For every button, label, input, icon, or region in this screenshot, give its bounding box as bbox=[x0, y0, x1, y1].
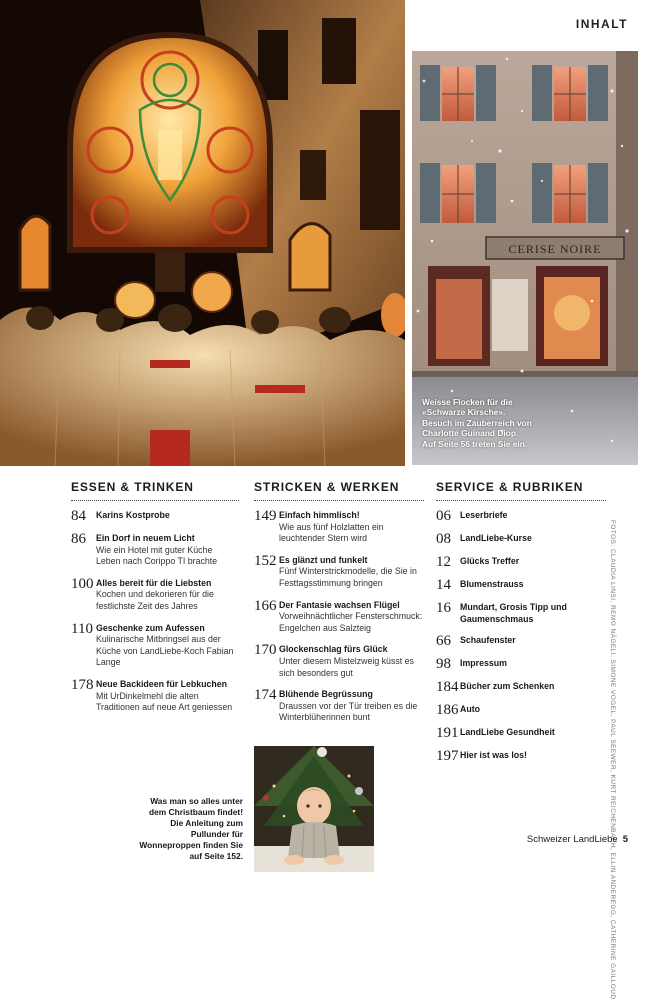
entry-title: Ein Dorf in neuem Licht bbox=[96, 533, 195, 543]
page-number: 186 bbox=[436, 702, 459, 719]
page-number: 197 bbox=[436, 748, 459, 765]
page-number: 110 bbox=[71, 620, 93, 637]
page-number: 08 bbox=[436, 531, 451, 547]
entry-title: Glockenschlag fürs Glück bbox=[279, 644, 388, 655]
entry-title: Alles bereit für die Liebsten bbox=[96, 577, 212, 588]
photo-caption-cerise-noire: Weisse Flocken für die «Schwarze Kirsche». Besuch im Zauberreich von Charlotte Guinand Diop. Auf Seite 56 treten Sie ein. bbox=[422, 397, 532, 449]
section-title: SERVICE & RUBRIKEN bbox=[436, 480, 606, 501]
toc-entry[interactable] bbox=[436, 658, 606, 671]
photo-credits-text: FOTOS: CLAUDIA LINSI, REMO NÄGELI, SIMONE VOGEL, PAUL SEEWER, KURT REICHENBACH, ELLIN ANDEREGG, CATHERINE GAILLOUD bbox=[609, 520, 616, 999]
toc-entry[interactable] bbox=[71, 676, 239, 714]
page-footer bbox=[527, 834, 628, 845]
page-number: 66 bbox=[436, 633, 451, 650]
entry-title: Leserbriefe bbox=[460, 510, 508, 520]
toc-entry[interactable] bbox=[254, 689, 424, 724]
toc-entry[interactable] bbox=[436, 750, 606, 763]
page-number: 149 bbox=[254, 508, 277, 524]
entry-title: Blühende Begrüssung bbox=[279, 689, 373, 700]
entry-title: Es glänzt und funkelt bbox=[279, 554, 368, 565]
toc-entry[interactable] bbox=[71, 620, 239, 669]
entry-title: Neue Backideen für Lebkuchen bbox=[96, 678, 228, 689]
toc-entry[interactable] bbox=[254, 552, 424, 590]
toc-entry[interactable] bbox=[71, 510, 239, 523]
photo-lantern-procession bbox=[0, 0, 405, 466]
entry-description: Draussen vor der Tür treiben es die Winterblüherinnen bunt bbox=[279, 700, 418, 723]
page-number: 191 bbox=[436, 725, 459, 742]
page-number: 14 bbox=[436, 577, 451, 593]
page-number-footer: 5 bbox=[622, 834, 628, 845]
page-number: 06 bbox=[436, 508, 451, 524]
toc-entry[interactable] bbox=[254, 510, 424, 545]
page-number: 12 bbox=[436, 554, 451, 570]
magazine-name: Schweizer LandLiebe bbox=[526, 834, 618, 845]
page-number: 152 bbox=[254, 552, 277, 569]
toc-entry[interactable] bbox=[254, 644, 424, 679]
entry-description: Wie aus fünf Holzlatten ein leuchtender Stern wird bbox=[279, 521, 384, 544]
entry-title: Schaufenster bbox=[460, 635, 516, 646]
photo-caption-baby: Was man so alles unter dem Christbaum findet! Die Anleitung zum Pullunder für Wonneproppen finden Sie auf Seite 152. bbox=[139, 796, 243, 861]
section-stricken-werken bbox=[254, 480, 424, 724]
toc-entry[interactable] bbox=[436, 727, 606, 740]
entry-description: Wie ein Hotel mit guter Küche Leben nach Corippo TI brachte bbox=[96, 544, 218, 567]
entry-description: Kulinarische Mitbringsel aus der Küche von LandLiebe-Koch Fabian Lange bbox=[96, 634, 234, 668]
entry-title: LandLiebe Gesundheit bbox=[460, 727, 555, 738]
entry-description: Mit UrDinkelmehl die alten Traditionen auf neue Art geniessen bbox=[96, 690, 233, 713]
page-number: 98 bbox=[436, 656, 451, 673]
entry-title: Auto bbox=[460, 704, 481, 715]
section-service-rubriken bbox=[436, 480, 606, 763]
shop-sign-text: CERISE NOIRE bbox=[508, 242, 602, 256]
entry-title: Der Fantasie wachsen Flügel bbox=[279, 599, 400, 610]
toc-entry[interactable] bbox=[436, 602, 606, 625]
toc-entry[interactable] bbox=[436, 510, 606, 523]
page-number: 178 bbox=[71, 676, 94, 693]
toc-entry[interactable] bbox=[436, 704, 606, 717]
toc-entry[interactable] bbox=[71, 575, 239, 613]
entry-title: Blumenstrauss bbox=[460, 579, 524, 589]
entry-description: Kochen und dekorieren für die festlichste Zeit des Jahres bbox=[96, 589, 214, 611]
page-number: 174 bbox=[254, 687, 277, 704]
entry-title: Hier ist was los! bbox=[460, 750, 527, 761]
entry-title: Bücher zum Schenken bbox=[460, 681, 555, 692]
photo-credits bbox=[606, 520, 618, 999]
photo-baby-christmas-tree bbox=[254, 746, 374, 872]
entry-description: Fünf Winterstrickmodelle, die Sie in Festtagsstimmung bringen bbox=[279, 566, 417, 588]
entry-title: Glücks Treffer bbox=[460, 556, 520, 566]
page-number: 166 bbox=[254, 597, 277, 614]
section-title: ESSEN & TRINKEN bbox=[71, 480, 239, 501]
entry-title: Geschenke zum Aufessen bbox=[96, 622, 205, 633]
toc-entry[interactable] bbox=[71, 533, 239, 568]
section-label: INHALT bbox=[575, 17, 628, 31]
page-number: 184 bbox=[436, 679, 459, 696]
entry-title: Karins Kostprobe bbox=[96, 510, 170, 520]
page-number: 100 bbox=[71, 575, 94, 592]
entry-title: Impressum bbox=[460, 658, 507, 669]
entry-description: Vorweihnächtlicher Fensterschmuck: Engelchen aus Salzteig bbox=[279, 611, 423, 633]
entry-description: Unter diesem Mistelzweig küsst es sich besonders gut bbox=[279, 655, 414, 678]
page-number: 170 bbox=[254, 642, 277, 659]
entry-title: Einfach himmlisch! bbox=[279, 510, 360, 520]
toc-entry[interactable] bbox=[436, 556, 606, 569]
page-number: 86 bbox=[71, 531, 86, 547]
page-number: 84 bbox=[71, 508, 86, 524]
toc-entry[interactable] bbox=[436, 533, 606, 546]
toc-entry[interactable] bbox=[436, 681, 606, 694]
toc-entry[interactable] bbox=[436, 579, 606, 592]
toc-entry[interactable] bbox=[436, 635, 606, 648]
toc-entry[interactable] bbox=[254, 597, 424, 635]
section-essen-trinken bbox=[71, 480, 239, 714]
section-title: STRICKEN & WERKEN bbox=[254, 480, 424, 501]
page-number: 16 bbox=[436, 600, 451, 616]
entry-title: Mundart, Grosis Tipp und Gaumenschmaus bbox=[460, 602, 567, 624]
entry-title: LandLiebe-Kurse bbox=[460, 533, 532, 543]
